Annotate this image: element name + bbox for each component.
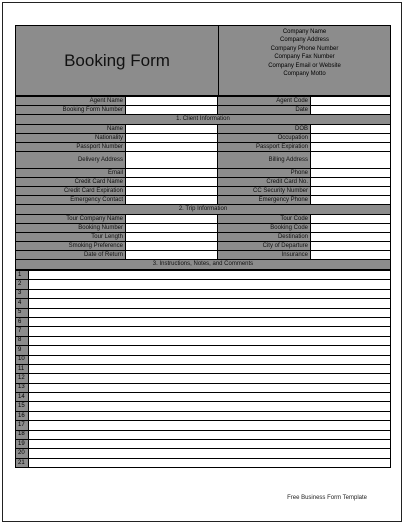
field-input[interactable]	[311, 242, 391, 251]
field-row	[16, 178, 391, 187]
line-number: 4	[16, 299, 29, 308]
field-input[interactable]	[126, 233, 218, 242]
line-number: 13	[16, 383, 29, 392]
field-input[interactable]	[311, 97, 391, 106]
note-line	[16, 299, 391, 308]
field-row	[16, 224, 391, 233]
company-phone: Company Phone Number	[270, 45, 339, 52]
field-row	[16, 169, 391, 178]
field-input[interactable]	[311, 178, 391, 187]
field-label: Passport Number	[16, 143, 126, 152]
field-input[interactable]	[311, 125, 391, 134]
note-input[interactable]	[29, 346, 391, 355]
line-number: 2	[16, 280, 29, 289]
field-row	[16, 152, 391, 169]
note-line	[16, 289, 391, 298]
field-input[interactable]	[126, 143, 218, 152]
field-input[interactable]	[126, 106, 218, 115]
field-label: Agent Code	[218, 97, 311, 106]
field-row	[16, 196, 391, 205]
booking-form	[15, 25, 390, 468]
field-input[interactable]	[311, 169, 391, 178]
note-line	[16, 327, 391, 336]
field-label: Passport Expiration	[218, 143, 311, 152]
field-input[interactable]	[311, 134, 391, 143]
note-input[interactable]	[29, 402, 391, 411]
field-input[interactable]	[126, 187, 218, 196]
line-number: 20	[16, 449, 29, 458]
company-email: Company Email or Website	[268, 62, 341, 69]
field-input[interactable]	[126, 169, 218, 178]
field-row	[16, 125, 391, 134]
line-number: 19	[16, 440, 29, 449]
note-input[interactable]	[29, 271, 391, 280]
field-input[interactable]	[126, 196, 218, 205]
line-number: 16	[16, 411, 29, 420]
line-number: 10	[16, 355, 29, 364]
field-row	[16, 251, 391, 260]
field-row	[16, 143, 391, 152]
note-input[interactable]	[29, 289, 391, 298]
note-line	[16, 364, 391, 373]
note-input[interactable]	[29, 430, 391, 439]
footer-credit: Free Business Form Template	[287, 495, 367, 501]
company-fax: Company Fax Number	[274, 54, 335, 61]
field-label: Billing Address	[218, 152, 311, 169]
line-number: 14	[16, 393, 29, 402]
field-label: Emergency Contact	[16, 196, 126, 205]
field-input[interactable]	[311, 233, 391, 242]
note-input[interactable]	[29, 440, 391, 449]
note-input[interactable]	[29, 280, 391, 289]
note-line	[16, 271, 391, 280]
note-line	[16, 393, 391, 402]
note-input[interactable]	[29, 299, 391, 308]
note-line	[16, 440, 391, 449]
field-label: Nationality	[16, 134, 126, 143]
line-number: 6	[16, 317, 29, 326]
field-row	[16, 134, 391, 143]
note-line	[16, 355, 391, 364]
field-row	[16, 233, 391, 242]
note-input[interactable]	[29, 308, 391, 317]
line-number: 7	[16, 327, 29, 336]
field-label: Tour Code	[218, 215, 311, 224]
note-input[interactable]	[29, 336, 391, 345]
section-trip-info-title: 2. Trip Information	[16, 205, 391, 215]
field-label: Phone	[218, 169, 311, 178]
note-input[interactable]	[29, 364, 391, 373]
note-input[interactable]	[29, 411, 391, 420]
field-input[interactable]	[311, 251, 391, 260]
field-label: Booking Code	[218, 224, 311, 233]
field-label: Credit Card No.	[218, 178, 311, 187]
field-row	[16, 215, 391, 224]
note-line	[16, 458, 391, 467]
field-input[interactable]	[126, 97, 218, 106]
line-number: 15	[16, 402, 29, 411]
line-number: 18	[16, 430, 29, 439]
field-label: Credit Card Name	[16, 178, 126, 187]
note-line	[16, 280, 391, 289]
line-number: 8	[16, 336, 29, 345]
field-label: Email	[16, 169, 126, 178]
field-input[interactable]	[126, 224, 218, 233]
company-info	[219, 26, 391, 96]
line-number: 21	[16, 458, 29, 467]
note-line	[16, 402, 391, 411]
field-input[interactable]	[311, 143, 391, 152]
note-input[interactable]	[29, 317, 391, 326]
field-label: Date	[218, 106, 311, 115]
field-input[interactable]	[126, 152, 218, 169]
form-title: Booking Form	[16, 26, 219, 96]
form-header	[15, 25, 391, 96]
field-input[interactable]	[126, 215, 218, 224]
line-number: 5	[16, 308, 29, 317]
company-name: Company Name	[282, 29, 327, 35]
field-label: CC Security Number	[218, 187, 311, 196]
field-input[interactable]	[311, 152, 391, 169]
note-line	[16, 421, 391, 430]
field-row	[16, 106, 391, 115]
note-input[interactable]	[29, 458, 391, 467]
field-label: Name	[16, 125, 126, 134]
note-line	[16, 411, 391, 420]
note-input[interactable]	[29, 393, 391, 402]
notes-lines	[15, 270, 391, 468]
section-notes-title: 3. Instructions, Notes, and Comments	[16, 260, 391, 270]
line-number: 1	[16, 271, 29, 280]
field-row	[16, 242, 391, 251]
note-line	[16, 317, 391, 326]
line-number: 9	[16, 346, 29, 355]
field-input[interactable]	[311, 215, 391, 224]
line-number: 17	[16, 421, 29, 430]
note-input[interactable]	[29, 374, 391, 383]
field-label: DOB	[218, 125, 311, 134]
field-label: Occupation	[218, 134, 311, 143]
field-input[interactable]	[311, 106, 391, 115]
field-label: Destination	[218, 233, 311, 242]
field-label: Booking Form Number	[16, 106, 126, 115]
note-line	[16, 336, 391, 345]
field-input[interactable]	[126, 242, 218, 251]
field-input[interactable]	[311, 224, 391, 233]
field-input[interactable]	[126, 251, 218, 260]
note-input[interactable]	[29, 421, 391, 430]
note-input[interactable]	[29, 327, 391, 336]
note-input[interactable]	[29, 449, 391, 458]
note-line	[16, 449, 391, 458]
field-label: Delivery Address	[16, 152, 126, 169]
note-line	[16, 346, 391, 355]
field-label: Credit Card Expiration	[16, 187, 126, 196]
form-page	[2, 2, 402, 522]
line-number: 12	[16, 374, 29, 383]
line-number: 3	[16, 289, 29, 298]
field-label: Booking Number	[16, 224, 126, 233]
field-label: Tour Company Name	[16, 215, 126, 224]
field-input[interactable]	[311, 196, 391, 205]
company-address: Company Address	[279, 37, 330, 44]
field-label: Agent Name	[16, 97, 126, 106]
note-line	[16, 430, 391, 439]
field-input[interactable]	[311, 187, 391, 196]
field-input[interactable]	[126, 134, 218, 143]
field-label: Emergency Phone	[218, 196, 311, 205]
company-motto: Company Motto	[283, 71, 326, 78]
field-row	[16, 187, 391, 196]
note-input[interactable]	[29, 383, 391, 392]
field-input[interactable]	[126, 125, 218, 134]
field-row	[16, 97, 391, 106]
field-label: Date of Return	[16, 251, 126, 260]
field-label: Tour Length	[16, 233, 126, 242]
field-input[interactable]	[126, 178, 218, 187]
fields-table	[15, 96, 391, 270]
field-label: Smoking Preference	[16, 242, 126, 251]
field-label: Insurance	[218, 251, 311, 260]
section-client-info-title: 1. Client Information	[16, 115, 391, 125]
note-line	[16, 383, 391, 392]
field-label: City of Departure	[218, 242, 311, 251]
note-line	[16, 374, 391, 383]
note-line	[16, 308, 391, 317]
line-number: 11	[16, 364, 29, 373]
note-input[interactable]	[29, 355, 391, 364]
